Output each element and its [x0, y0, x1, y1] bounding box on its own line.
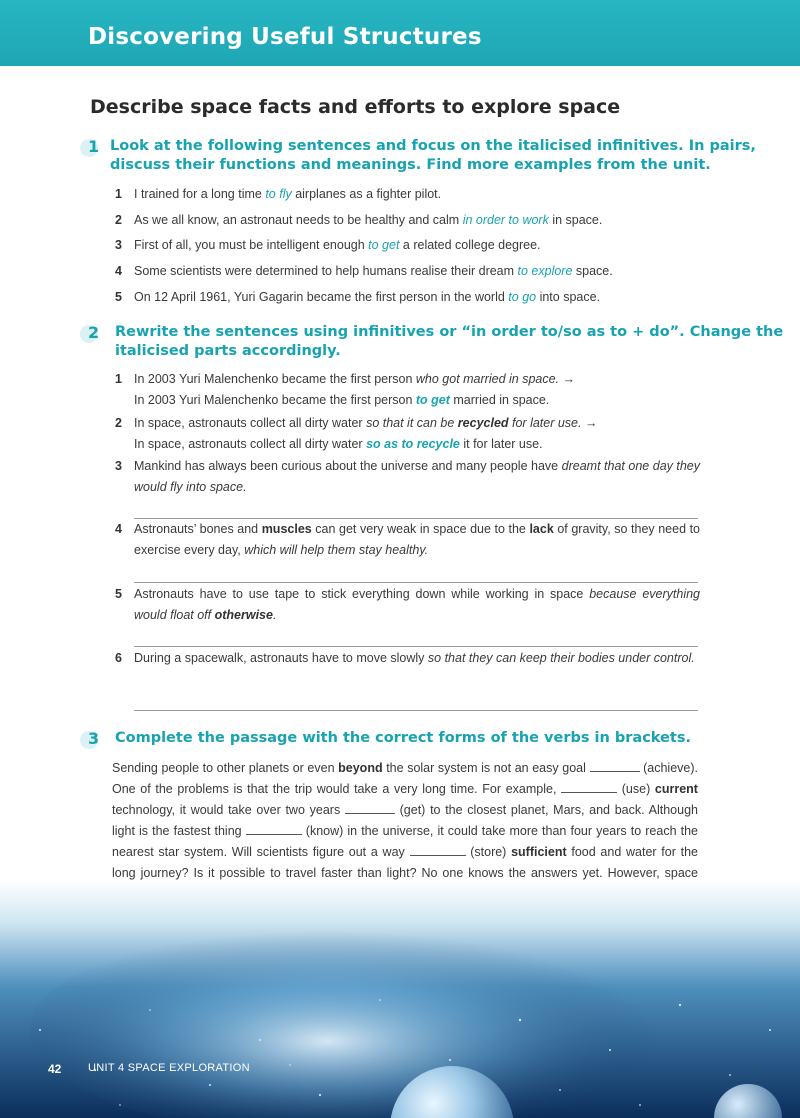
- italic-part: so that they can keep their bodies under control.: [427, 651, 695, 665]
- section-1-item: [115, 210, 700, 231]
- section-2-item-4: [115, 519, 700, 561]
- passage-text: the solar system is not an easy goal: [382, 761, 590, 775]
- item-text: Astronauts have to use tape to stick everything down while working in space: [134, 587, 590, 601]
- section-2-number: 2: [88, 323, 100, 342]
- item-text: space.: [572, 264, 613, 278]
- item-text: Some scientists were determined to help humans realise their dream: [134, 264, 518, 278]
- section-2-item-2: [115, 413, 700, 455]
- passage-text: (use): [617, 782, 655, 796]
- section-2-instruction-line-2: italicised parts accordingly.: [115, 343, 341, 359]
- bold-word: muscles: [261, 522, 312, 536]
- item-number: 4: [115, 264, 122, 278]
- bold-word: otherwise: [214, 608, 273, 622]
- fill-blank[interactable]: [410, 843, 466, 856]
- answer-line[interactable]: [134, 582, 698, 583]
- passage-text: (achieve). One of the problems is that the trip would take a very long time. For example,: [112, 761, 698, 796]
- italic-part: dreamt that one day they would fly into space.: [134, 459, 701, 494]
- fill-blank[interactable]: [561, 780, 617, 793]
- item-text: Mankind has always been curious about the universe and many people have: [134, 459, 562, 473]
- item-infinitive: to explore: [517, 264, 573, 278]
- answer-infinitive: to get: [415, 393, 450, 407]
- item-number: 5: [115, 290, 122, 304]
- italic-part: so that it can be: [366, 416, 458, 430]
- bold-word: recycled: [457, 416, 509, 430]
- fill-blank[interactable]: [246, 822, 302, 835]
- item-infinitive: to get: [368, 238, 400, 252]
- section-3-number: 3: [88, 729, 100, 748]
- page-number: 42: [48, 1062, 62, 1076]
- item-number: 1: [115, 372, 122, 386]
- section-1-item: [115, 235, 700, 256]
- bold-word: sufficient: [511, 845, 567, 859]
- section-2-item-6: [115, 648, 700, 669]
- item-text: During a spacewalk, astronauts have to move slowly: [134, 651, 428, 665]
- section-1-item: [115, 287, 700, 308]
- answer-text: married in space.: [449, 393, 550, 407]
- italic-part: because everything would float off: [134, 587, 700, 622]
- section-2-item-5: [115, 584, 700, 626]
- item-text: of gravity, so they need to exercise every day,: [134, 522, 701, 557]
- fill-blank[interactable]: [345, 801, 395, 814]
- passage-text: food and water for the long journey? Is it possible to travel faster than light? No one knows the answers yet. However, space: [112, 845, 698, 880]
- item-text: First of all, you must be intelligent enough: [134, 238, 369, 252]
- section-1-instruction: [110, 137, 756, 175]
- section-3-instruction: Complete the passage with the correct forms of the verbs in brackets.: [115, 730, 691, 746]
- item-number: 5: [115, 587, 122, 601]
- item-infinitive: to go: [508, 290, 537, 304]
- italic-part: which will help them stay healthy.: [244, 543, 429, 557]
- italic-part: who got married in space.: [415, 372, 560, 386]
- item-text: In space, astronauts collect all dirty water: [134, 416, 367, 430]
- arrow-icon: →: [581, 416, 598, 430]
- italic-part: for later use.: [508, 416, 582, 430]
- passage-text: (know) in the universe, it could take more than four years to reach the nearest star system. Will scientists figure out a way: [112, 824, 698, 859]
- item-number: 4: [115, 522, 122, 536]
- item-text: a related college degree.: [399, 238, 541, 252]
- section-1-number: 1: [88, 137, 100, 156]
- item-text: airplanes as a fighter pilot.: [291, 187, 442, 201]
- bold-word: lack: [529, 522, 554, 536]
- item-number: 3: [115, 459, 122, 473]
- item-number: 2: [115, 416, 122, 430]
- item-text: I trained for a long time: [134, 187, 266, 201]
- passage-text: (store): [465, 845, 512, 859]
- item-number: 1: [115, 187, 122, 201]
- bold-word: current: [654, 782, 698, 796]
- answer-infinitive: so as to recycle: [366, 437, 460, 451]
- header-title: Discovering Useful Structures: [88, 24, 482, 50]
- answer-text: In 2003 Yuri Malenchenko became the first person: [134, 393, 416, 407]
- page-subtitle: Describe space facts and efforts to explore space: [90, 96, 621, 118]
- answer-line[interactable]: [134, 646, 698, 647]
- section-2-item-1: [115, 369, 700, 411]
- item-number: 3: [115, 238, 122, 252]
- passage-text: Sending people to other planets or even: [112, 761, 339, 775]
- space-background-image: [0, 880, 800, 1118]
- item-text: On 12 April 1961, Yuri Gagarin became the first person in the world: [134, 290, 509, 304]
- item-number: 2: [115, 213, 122, 227]
- section-2-item-3: [115, 456, 700, 498]
- italic-part: .: [272, 608, 277, 622]
- unit-label: UNIT 4 SPACE EXPLORATION: [88, 1062, 250, 1074]
- arrow-icon: →: [559, 372, 576, 386]
- item-text: As we all know, an astronaut needs to be healthy and calm: [134, 213, 463, 227]
- section-1-instruction-line-2: discuss their functions and meanings. Find more examples from the unit.: [110, 157, 711, 173]
- section-1-item: [115, 184, 700, 205]
- section-2-instruction-line-1: Rewrite the sentences using infinitives or “in order to/so as to + do”. Change the: [115, 324, 784, 340]
- item-number: 6: [115, 651, 122, 665]
- item-infinitive: in order to work: [462, 213, 549, 227]
- item-text: Astronauts’ bones and: [134, 522, 262, 536]
- item-text: can get very weak in space due to the: [311, 522, 530, 536]
- fill-blank[interactable]: [590, 759, 640, 772]
- answer-text: In space, astronauts collect all dirty water: [134, 437, 367, 451]
- passage-text: technology, it would take over two years: [112, 803, 345, 817]
- section-2-instruction: [115, 323, 783, 361]
- answer-text: it for later use.: [459, 437, 543, 451]
- passage-text: (get) to the closest planet, Mars, and back. Although light is the fastest thing: [112, 803, 698, 838]
- answer-line[interactable]: [134, 710, 698, 711]
- item-text: into space.: [536, 290, 601, 304]
- item-infinitive: to fly: [265, 187, 292, 201]
- bold-word: beyond: [338, 761, 383, 775]
- section-1-item: [115, 261, 700, 282]
- item-text: in space.: [548, 213, 603, 227]
- item-text: In 2003 Yuri Malenchenko became the first person: [134, 372, 416, 386]
- section-1-instruction-line-1: Look at the following sentences and focus on the italicised infinitives. In pairs,: [110, 138, 756, 154]
